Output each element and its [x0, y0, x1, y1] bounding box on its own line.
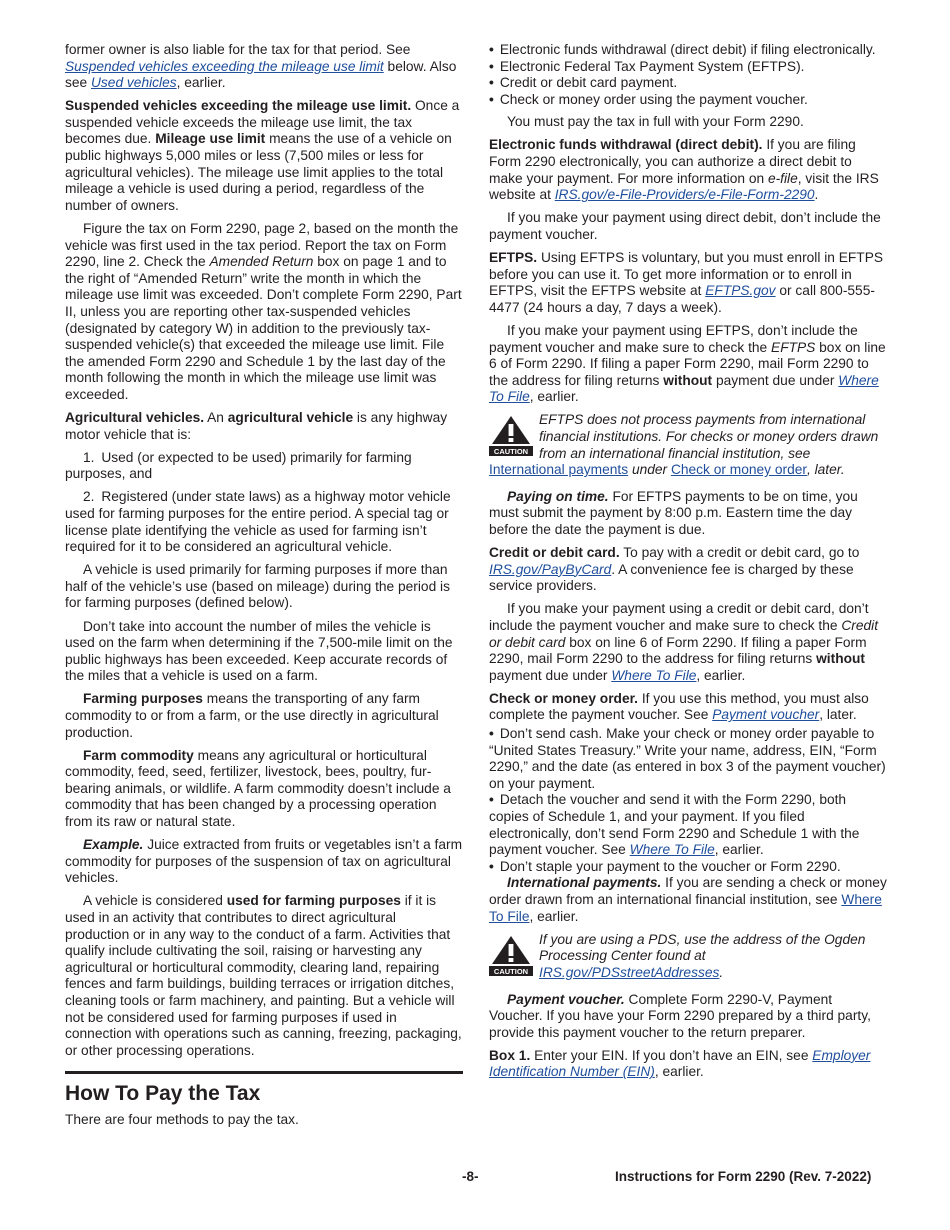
text: If you are filing Form 2290 electronically, you can authorize a direct debit to make your payment. For more information on [489, 137, 856, 186]
text: If you use this method, you must also complete the payment voucher. See [489, 690, 869, 723]
italic-term: Credit or debit card [489, 617, 879, 650]
text: Once a suspended vehicle exceeds the mileage use limit, the tax becomes due. [65, 98, 460, 147]
right-column [489, 42, 887, 1088]
section-divider [65, 1071, 463, 1074]
bold-term: used for farming purposes [226, 893, 401, 909]
text: Juice extracted from fruits or vegetables isn’t a farm commodity for purposes of the suspension of tax on agricultural vehicles. [65, 837, 463, 886]
bold-term: agricultural vehicle [227, 409, 354, 425]
section-heading: EFTPS. [489, 250, 538, 266]
link-where-to-file[interactable]: Where To File [611, 667, 697, 683]
text: means any agricultural or horticultural commodity, feed, seed, fertilizer, livestock, bees, poultry, fur-bearing animals, or wildlife. A farm commodity doesn’t include a commodity that has been changed by a processing operation from its raw or natural state. [65, 747, 451, 830]
text: Enter your EIN. If you don’t have an EIN, see [530, 1047, 813, 1063]
text: under [628, 462, 671, 478]
caution-label: CAUTION [493, 447, 529, 457]
link-where-to-file[interactable]: Where To File [629, 842, 715, 858]
paragraph: A vehicle is used primarily for farming purposes if more than half of the vehicle’s use (based on mileage) during the period is for farming purposes (defined below). [65, 562, 450, 611]
link-payment-voucher[interactable]: Payment voucher [712, 707, 820, 723]
bold-term: Farm commodity [83, 747, 194, 763]
text: means the use of a vehicle on public highways 5,000 miles or less (7,500 miles or less for agricultural vehicles). The mileage use limit applies to the total mileage a vehicle is used during a period, regardless of the number of owners. [65, 131, 452, 213]
paragraph [65, 893, 463, 1059]
caution-note [489, 932, 887, 982]
text: . A convenience fee is charged by these service providers. [489, 561, 854, 594]
section-heading: Paying on time. [507, 488, 609, 504]
text: . [719, 964, 724, 980]
text: box on page 1 and to the right of “Amended Return” write the month in which the mileage use limit was exceeded. Don’t complete Form 2290, Part II, unless you are reporting other tax-suspended vehicles (designated by category W) in addition to the previously tax-suspended vehicle(s) that exceeded the mileage use limit. File the amended Form 2290 and Schedule 1 by the last day of the month following the month in which the mileage use limit was exceeded. [65, 254, 462, 402]
text: Complete Form 2290-V, Payment Voucher. If you have your Form 2290 prepared by a third party, provide this payment voucher to the return preparer. [489, 991, 871, 1040]
paragraph [65, 42, 463, 92]
paragraph [65, 410, 463, 443]
section-heading: Box 1. [489, 1047, 531, 1063]
text: An [204, 409, 228, 425]
section-heading: Agricultural vehicles. [65, 409, 205, 425]
text: , earlier. [529, 908, 579, 924]
bold-term: Mileage use limit [155, 131, 266, 147]
section-heading: Electronic funds withdrawal (direct debit). [489, 137, 763, 153]
text: Figure the tax on Form 2290, page 2, based on the month the vehicle was first used in the tax period. Report the tax on Form 2290, line 2. Check the [65, 220, 459, 270]
section-heading: Credit or debit card. [489, 545, 620, 561]
text: payment due under [712, 372, 839, 388]
text: , earlier. [696, 667, 746, 683]
text: means the transporting of any farm commodity to or from a farm, or the use directly in agricultural production. [65, 691, 439, 740]
list-item: • Don’t send cash. Make your check or money order payable to “United States Treasury.” Write your name, address, EIN, “Form 2290,” and the date (as entered in box 3 of the payment voucher) on your payment. [489, 726, 887, 792]
paragraph: Don’t take into account the number of miles the vehicle is used on the farm when determining if the 7,500-mile limit on the public highways has been exceeded. Keep accurate records of the miles that a vehicle is used on a farm. [65, 618, 453, 684]
link-pds-addresses[interactable]: IRS.gov/PDSstreetAddresses [539, 964, 720, 980]
text: , earlier. [714, 842, 764, 858]
text: below. Also see [65, 58, 457, 91]
caution-note [489, 412, 887, 478]
text: If you are using a PDS, use the address of the Ogden Processing Center found at [539, 931, 866, 964]
text: A vehicle is considered [83, 893, 227, 909]
link-check-or-money-order[interactable]: Check or money order [670, 462, 807, 478]
caution-icon [489, 414, 533, 456]
paragraph [489, 137, 887, 203]
link-used-vehicles[interactable]: Used vehicles [91, 75, 177, 91]
list-item: 2. Registered (under state laws) as a highway motor vehicle used for farming purposes for the entire period. A special tag or license plate identifying the vehicle as used for farming isn’t required for it to be considered an agricultural vehicle. [65, 489, 451, 555]
text: former owner is also liable for the tax for that period. See [65, 42, 411, 57]
text: , later. [806, 462, 845, 478]
paragraph [65, 221, 463, 404]
text: Using EFTPS is voluntary, but you must enroll in EFTPS before you can use it. To get more information or to enroll in EFTPS, visit the EFTPS website at [489, 250, 884, 299]
link-international-payments[interactable]: International payments [489, 462, 629, 478]
text: If you make your payment using a credit or debit card, don’t include the payment voucher and make sure to check the [489, 601, 869, 633]
text: , earlier. [529, 389, 579, 405]
text: box on line 6 of Form 2290. If filing a paper Form 2290, mail Form 2290 to the address for filing returns [489, 339, 886, 388]
paragraph [65, 98, 463, 214]
list-item: • Check or money order using the payment voucher. [489, 92, 887, 109]
paragraph [65, 748, 463, 831]
list-item [489, 792, 887, 858]
italic-term: Amended Return [209, 254, 314, 270]
paragraph [489, 992, 887, 1042]
text: , earlier. [176, 75, 226, 91]
link-paybycard[interactable]: IRS.gov/PayByCard [489, 561, 612, 577]
caution-icon [489, 934, 533, 976]
footer-title: Instructions for Form 2290 (Rev. 7-2022) [615, 1169, 872, 1184]
text: or call 800-555-4477 (24 hours a day, 7 days a week). [489, 283, 875, 315]
text: Detach the voucher and send it with the Form 2290, both copies of Schedule 1, and your payment. If you filed electronically, don’t send Form 2290 and Schedule 1 with the payment voucher. See [489, 792, 860, 858]
text: To pay with a credit or debit card, go to [619, 545, 860, 561]
list-item: • Don’t staple your payment to the voucher or Form 2290. [489, 859, 887, 876]
paragraph: There are four methods to pay the tax. [65, 1112, 299, 1128]
link-where-to-file[interactable]: Where To File [489, 372, 879, 405]
italic-term: EFTPS [771, 339, 816, 355]
paragraph [65, 691, 463, 741]
text: box on line 6 of Form 2290. If filing a paper Form 2290, mail Form 2290 to the address for filing returns [489, 634, 867, 667]
link-suspended-vehicles[interactable]: Suspended vehicles exceeding the mileage use limit [65, 58, 384, 74]
paragraph [489, 601, 887, 684]
text: , later. [819, 707, 857, 723]
bold-term: without [663, 372, 713, 388]
bold-term: without [816, 651, 865, 667]
text: For EFTPS payments to be on time, you must submit the payment by 8:00 p.m. Eastern time the day before the date the payment is due. [489, 488, 858, 537]
text: EFTPS does not process payments from international financial institutions. For checks or money orders drawn from an international financial institution, see [539, 412, 879, 461]
text: if it is used in an activity that contributes to direct agricultural production or in any way to the conduct of a farm. Activities that qualify include cultivating the soil, raising or harvesting any agricultural or horticultural commodity, clearing land, repairing fences and farm buildings, building terraces or irrigation ditches, cleaning tools or farm machinery, and painting. But a vehicle will not be considered used for farming purposes if used in connection with operations such as canning, freezing, packaging, or other processing operations. [65, 893, 462, 1058]
text: . [814, 187, 819, 203]
section-heading: Example. [83, 837, 144, 853]
list-item: • Credit or debit card payment. [489, 75, 887, 92]
text: If you are sending a check or money order drawn from an international financial institution, see [489, 875, 887, 907]
section-heading: Check or money order. [489, 690, 639, 706]
paragraph [65, 837, 463, 887]
bold-term: Farming purposes [83, 691, 203, 707]
paragraph [489, 545, 887, 595]
text: , visit the IRS website at [489, 170, 879, 203]
page-number: -8- [462, 1169, 479, 1184]
paragraph: If you make your payment using direct debit, don’t include the payment voucher. [489, 210, 881, 242]
list-item: • Electronic funds withdrawal (direct debit) if filing electronically. [489, 42, 887, 59]
payment-methods-list [489, 42, 887, 108]
text: If you make your payment using EFTPS, don’t include the payment voucher and make sure to check the [489, 322, 858, 355]
section-title: How To Pay the Tax [65, 1082, 261, 1106]
link-ein[interactable]: Employer Identification Number (EIN) [489, 1047, 871, 1080]
text: , earlier. [654, 1064, 704, 1080]
paragraph [489, 1048, 887, 1081]
list-item: 1. Used (or expected to be used) primarily for farming purposes, and [65, 449, 412, 482]
caution-label: CAUTION [493, 966, 529, 976]
link-eftps[interactable]: EFTPS.gov [705, 283, 776, 299]
paragraph [489, 489, 887, 539]
left-column [65, 42, 463, 1135]
text: is any highway motor vehicle that is: [65, 409, 448, 442]
section-heading: International payments. [507, 875, 662, 891]
paragraph [489, 323, 887, 406]
text: payment due under [489, 667, 612, 683]
paragraph [489, 875, 887, 925]
link-where-to-file[interactable]: Where To File [489, 891, 882, 924]
paragraph [489, 691, 887, 724]
link-irs-efile[interactable]: IRS.gov/e-File-Providers/e-File-Form-2290 [554, 187, 815, 203]
italic-term: e-file [767, 170, 798, 186]
list-item: • Electronic Federal Tax Payment System (EFTPS). [489, 59, 887, 76]
section-heading: Suspended vehicles exceeding the mileage use limit. [65, 98, 412, 114]
paragraph: You must pay the tax in full with your Form 2290. [507, 114, 804, 130]
paragraph [489, 250, 887, 316]
section-heading: Payment voucher. [507, 991, 625, 1007]
